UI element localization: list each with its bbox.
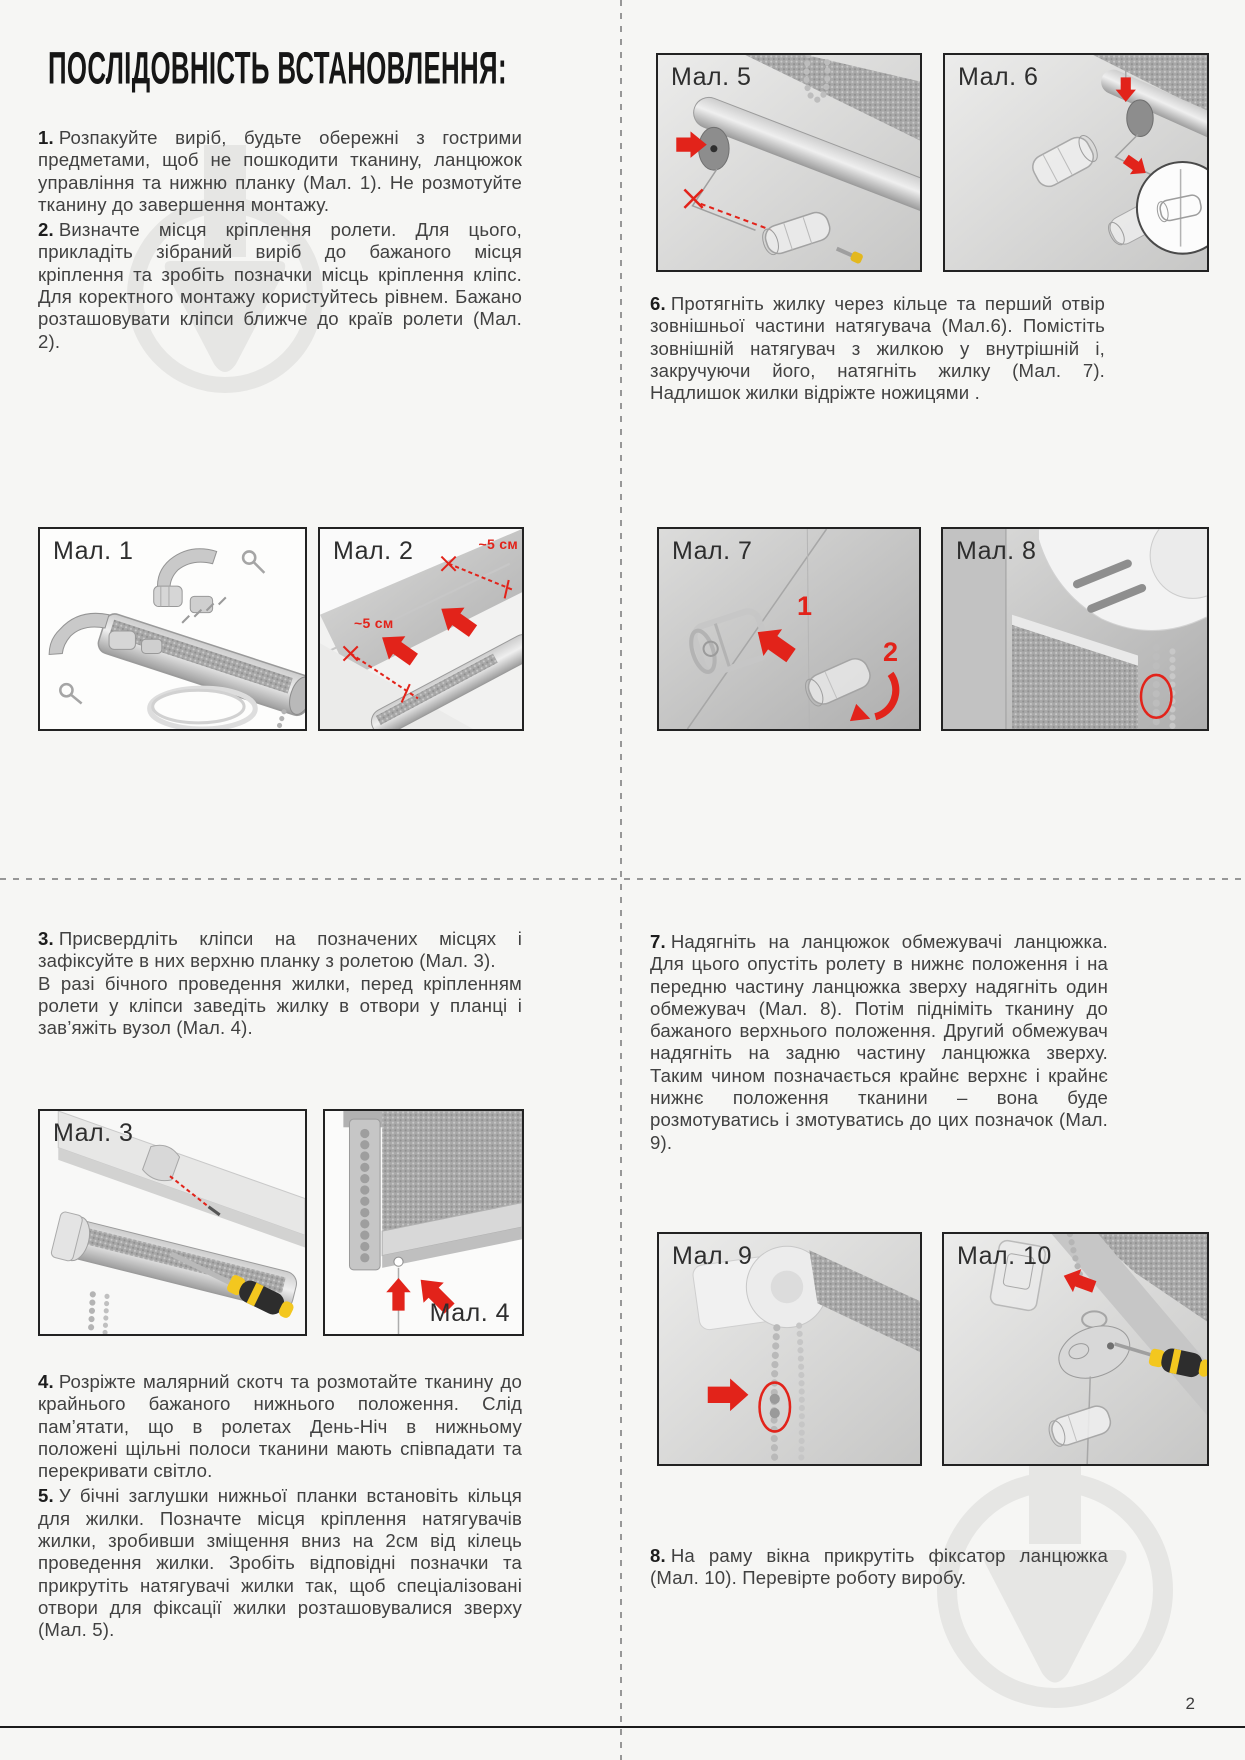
step-3: 3. Присвердліть кліпси на позначених місцях і зафіксуйте в них верхню планку з ролетою (Мал. 3). В разі бічного проведення жилки, перед кріпленням ролети у кліпси заведіть жилку в отвори у планці і зав’яжіть вузол (Мал. 4). [38, 928, 522, 1039]
figure-10 [942, 1232, 1209, 1466]
step-8-block [650, 1545, 1108, 1593]
steps-4-5-block [38, 1371, 522, 1645]
figure-2 [318, 527, 524, 731]
step-7-block [650, 931, 1108, 1157]
figure-6 [943, 53, 1209, 272]
step-2: 2. Визначте місця кріплення ролети. Для цього, прикладіть зібраний виріб до бажаного місця кріплення та зробіть позначки місць кріплення кліпс. Для коректного монтажу користуйтесь рівнем. Бажано розташовувати кліпси ближче до країв ролети (Мал. 2). [38, 219, 522, 352]
figure-8 [941, 527, 1209, 731]
steps-1-2-block [38, 127, 522, 356]
figure-7-step-1: 1 [797, 591, 813, 621]
horizontal-dashed-divider [0, 878, 1245, 880]
figure-3-label: Мал. 3 [53, 1119, 134, 1147]
figure-6-label: Мал. 6 [958, 63, 1039, 91]
figure-10-label: Мал. 10 [957, 1242, 1052, 1270]
step-8-number: 8. [650, 1545, 666, 1566]
page-number: 2 [1185, 1694, 1195, 1713]
figure-9 [657, 1232, 922, 1466]
figure-8-label: Мал. 8 [956, 537, 1037, 565]
step-4-number: 4. [38, 1371, 54, 1392]
step-5: 5. У бічні заглушки нижньої планки встановіть кільця для жилки. Позначте місця кріплення натягувачів жилки, зробивши зміщення вниз на 2см від кілець проведення жилки. Зробіть відповідні позначки та прикрутіть натягувачі жилки так, щоб спеціалізовані отвори для фіксації жилки розташовувалися зверху (Мал. 5). [38, 1485, 522, 1641]
step-6-block [650, 293, 1105, 407]
step-8: 8. На раму вікна прикрутіть фіксатор ланцюжка (Мал. 10). Перевірте роботу виробу. [650, 1545, 1108, 1589]
figure-9-label: Мал. 9 [672, 1242, 753, 1270]
step-3-number: 3. [38, 928, 54, 949]
step-4: 4. Розріжте малярний скотч та розмотайте тканину до крайнього бажаного нижнього положення. Слід пам’ятати, що в ролетах День-Ніч в нижньому положені щільні полоси тканини мають співпадати та перекривати світло. [38, 1371, 522, 1482]
page-title: ПОСЛІДОВНІСТЬ ВСТАНОВЛЕННЯ: [48, 44, 507, 95]
figure-7 [657, 527, 921, 731]
figure-2-dimension-label: ~5 см [354, 615, 394, 631]
step-1: 1. Розпакуйте виріб, будьте обережні з гострими предметами, щоб не пошкодити тканину, ланцюжок управління та нижню планку (Мал. 1). Не розмотуйте тканину до завершення монтажу. [38, 127, 522, 215]
step-1-number: 1. [38, 127, 54, 148]
figure-2-dimension-label: ~5 см [478, 536, 518, 552]
step-6-number: 6. [650, 293, 666, 314]
figure-4 [323, 1109, 524, 1336]
step-7: 7. Надягніть на ланцюжок обмежувачі ланцюжка. Для цього опустіть ролету в нижнє положення і на передню частину ланцюжка зверху надягніть один обмежувач (Мал. 8). Потім підніміть тканину до бажаного верхнього положення. Другий обмежувач надягніть на задню частину ланцюжка зверху. Таким чином позначається крайнє верхнє і крайнє нижнє положення тканини – вона буде розмотуватись і змотуватись до цих позначок (Мал. 9). [650, 931, 1108, 1153]
step-7-number: 7. [650, 931, 666, 952]
step-6: 6. Протягніть жилку через кільце та перший отвір зовнішньої частини натягувача (Мал.6). Помістіть зовнішній натягувач з жилкою у внутрішній і, закручуючи його, натягніть жилку (Мал. 7). Надлишок жилки відріжте ножицями . [650, 293, 1105, 404]
figure-2-label: Мал. 2 [333, 537, 414, 565]
figure-7-step-2: 2 [883, 637, 899, 667]
figure-3 [38, 1109, 307, 1336]
figure-1 [38, 527, 307, 731]
footer-rule [0, 1726, 1245, 1728]
figure-5-label: Мал. 5 [671, 63, 752, 91]
figure-1-label: Мал. 1 [53, 537, 134, 565]
vertical-dashed-divider [620, 0, 622, 1760]
step-3-block [38, 928, 522, 1042]
figure-4-label: Мал. 4 [429, 1299, 510, 1327]
figure-7-label: Мал. 7 [672, 537, 753, 565]
step-5-number: 5. [38, 1485, 54, 1507]
step-3-continued: В разі бічного проведення жилки, перед кріпленням ролети у кліпси заведіть жилку в отвори у планці і зав’яжіть вузол (Мал. 4). [38, 972, 522, 1039]
figure-5 [656, 53, 922, 272]
step-2-number: 2. [38, 219, 54, 241]
